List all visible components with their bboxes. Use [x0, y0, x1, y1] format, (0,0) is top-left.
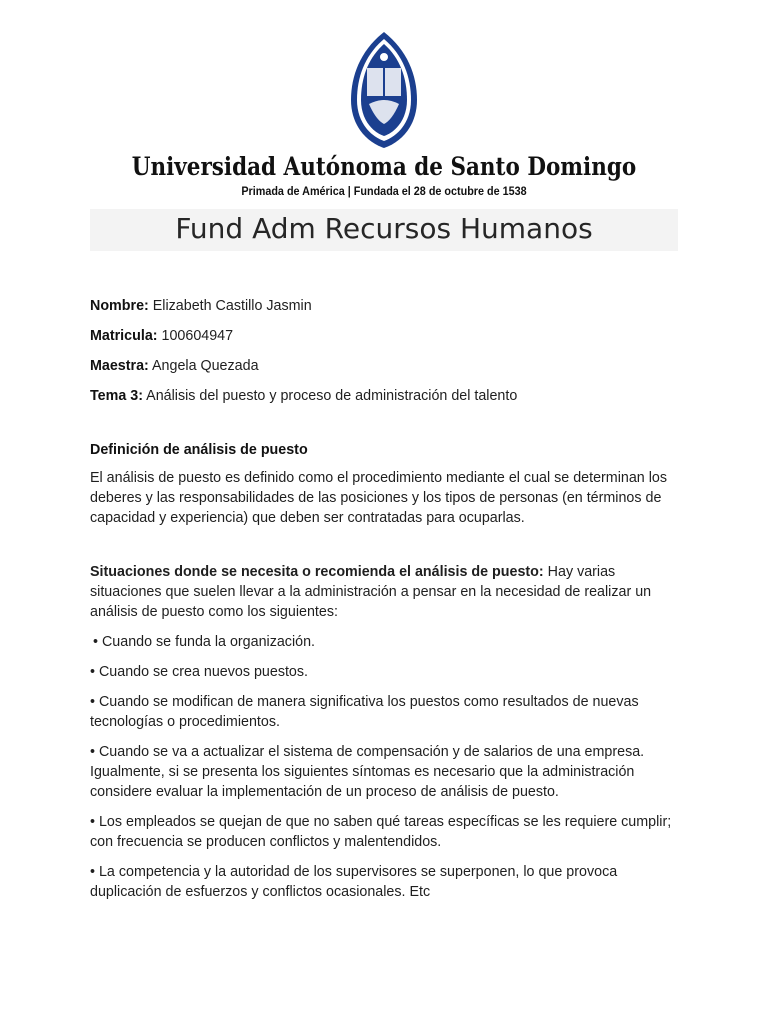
bullet-item: • Cuando se funda la organización. — [93, 634, 315, 650]
section-heading: Definición de análisis de puesto — [90, 442, 308, 458]
field-value: Angela Quezada — [152, 358, 259, 374]
field-matricula — [90, 326, 680, 346]
bullet-item: • La competencia y la autoridad de los supervisores se superponen, lo que provoca duplicación de esfuerzos y conflictos ocasionales. Etc — [90, 864, 618, 900]
field-maestra — [90, 356, 680, 376]
section2-lead-bold: Situaciones donde se necesita o recomienda el análisis de puesto: — [90, 564, 544, 580]
section-paragraph: El análisis de puesto es definido como el procedimiento mediante el cual se determinan los deberes y las responsabilidades de las posiciones y los tipos de personas (en términos de capacidad y experiencia) que deben ser contratadas para ocuparlas. — [90, 470, 667, 526]
university-tagline: Primada de América | Fundada el 28 de octubre de 1538 — [241, 184, 527, 198]
bullet-item: • Cuando se crea nuevos puestos. — [90, 664, 309, 680]
field-nombre — [90, 296, 680, 316]
field-label: Nombre: — [90, 298, 149, 314]
bullet-item: • Cuando se va a actualizar el sistema de compensación y de salarios de una empresa. Igualmente, si se presenta los siguientes síntomas es necesario que la administración considere evaluar la implementación de un proceso de análisis de puesto. — [90, 744, 645, 800]
university-seal-icon — [347, 30, 421, 150]
document-body — [90, 296, 680, 912]
field-tema — [90, 386, 680, 406]
field-label: Matricula: — [90, 328, 158, 344]
section2-lead — [90, 562, 680, 622]
field-value: Elizabeth Castillo Jasmin — [152, 298, 312, 314]
field-label: Maestra: — [90, 358, 149, 374]
university-name: Universidad Autónoma de Santo Domingo — [131, 152, 637, 181]
document-title: Fund Adm Recursos Humanos — [175, 212, 593, 245]
bullet-item: • Cuando se modifican de manera significativa los puestos como resultados de nuevas tecnologías o procedimientos. — [90, 694, 639, 730]
field-value: Análisis del puesto y proceso de administración del talento — [146, 388, 518, 404]
university-header — [0, 0, 768, 210]
section2-lead-text: Hay varias situaciones que suelen llevar a la administración a pensar en la necesidad de realizar un análisis de puesto como los siguientes: — [90, 564, 652, 620]
field-label: Tema 3: — [90, 388, 143, 404]
bullet-item: • Los empleados se quejan de que no saben qué tareas específicas se les requiere cumplir; con frecuencia se producen conflictos y malentendidos. — [90, 814, 672, 850]
field-value: 100604947 — [161, 328, 234, 344]
